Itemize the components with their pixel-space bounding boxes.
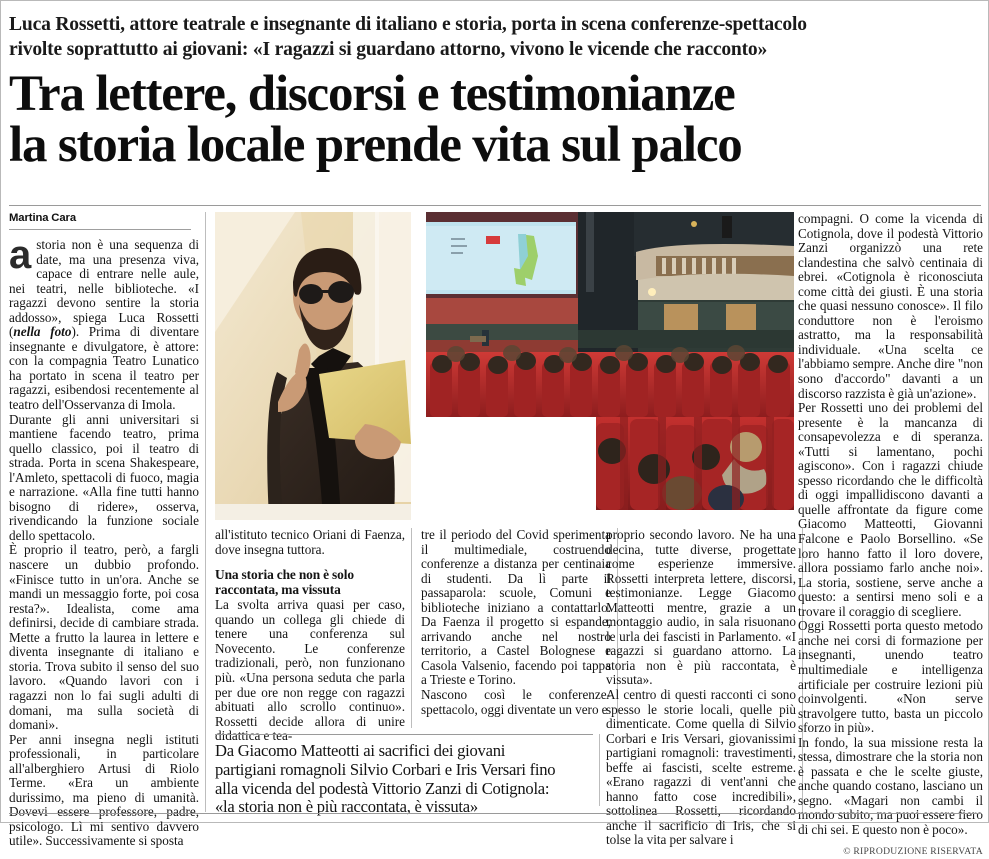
article-body xyxy=(9,7,983,857)
photo-theatre-audience xyxy=(426,212,794,417)
text-column-2 xyxy=(215,527,405,744)
pull-quote-line-1: Da Giacomo Matteotti ai sacrifici dei giovani xyxy=(215,741,506,760)
text-column-4 xyxy=(606,527,796,848)
column-divider-1 xyxy=(205,212,206,812)
portrait-illustration xyxy=(215,212,411,520)
col5-paragraph-3: Oggi Rossetti porta questo metodo anche nei corsi di formazione per insegnanti, unendo teatro multimediale e intelligenza artificiale per costruire lezioni più coinvolgenti. «Non serve stravolgere tutto, basta un piccolo sforzo in più». xyxy=(798,618,983,736)
copyright-notice: © RIPRODUZIONE RISERVATA xyxy=(843,845,983,857)
col1-paragraph-2: Durante gli anni universitari si mantiene facendo teatro, prima quello classico, poi il teatro di strada. Porta in scena Shakespeare, l'Amleto, spettacoli di fuoco, magia e narrazione. «Alla fine tutti hanno bisogno di ridere», osserva, rivendicando la funzione sociale dello spettacolo. xyxy=(9,411,199,543)
pull-quote-line-4: «la storia non è più raccontata, è vissuta» xyxy=(215,797,478,817)
col1-paragraph-4: Per anni insegna negli istituti professionali, in particolare all'alberghiero Artusi di Riolo Terme. «Era un ambiente durissimo, ma pieno di umanità. Dovevi essere professore, padre, psicologo. Lì mi sentivo davvero utile». Successivamente si sposta xyxy=(9,731,199,849)
col4-paragraph-2: Al centro di questi racconti ci sono spesso le storie locali, quelle più dimenticate. Come quella di Silvio Corbari e Iris Versari, giovanissimi partigiani romagnoli: travestimenti, beffe ai fascisti, scelte estreme. «Erano ragazzi di vent'anni che hanno fatto cose incredibili», sottolinea Rossetti, ricordando anche il sacrificio di Iris, che si tolse la vita per salvare i xyxy=(606,687,796,848)
col5-paragraph-1: compagni. O come la vicenda di Cotignola, dove il podestà Vittorio Zanzi organizzò una rete clandestina che salvò centinaia di ebrei. «Cotignola è riconosciuta come città dei giusti. È una storia che quasi nessuno conosce». Il filo conduttore non è l'eroismo astratto, ma la responsabilità individuale. «Una scelta ce l'abbiamo sempre. Anche dire "non sono d'accordo" davanti a un discorso razzista è già un'azione». xyxy=(798,211,983,401)
footer-rule xyxy=(9,813,982,814)
kicker-line-1: Luca Rossetti, attore teatrale e insegnante di italiano e storia, porta in scena conferenze-spettacolo xyxy=(9,14,807,35)
col1-paragraph-1 xyxy=(9,233,199,413)
headline-line-2: la storia locale prende vita sul palco xyxy=(9,117,742,173)
theatre-illustration-top xyxy=(426,212,794,417)
photo-theatre-audience-lower xyxy=(596,417,794,510)
kicker-line-2: rivolte soprattutto ai giovani: «I ragazzi si guardano attorno, vivono le vicende che racconto» xyxy=(9,38,768,60)
byline: Martina Cara xyxy=(9,212,191,230)
pull-quote-line-3: alla vicenda del podestà Vittorio Zanzi di Cotignola: xyxy=(215,778,550,798)
col1-p1-text: astoria non è una sequenza di date, ma una presenza viva, capace di entrare nelle aule, nei teatri, nelle biblioteche. «I ragazzi devono sentire la storia addosso», spiega Luca Rossetti ( xyxy=(9,233,199,340)
section-subheading: Una storia che non è solo raccontata, ma vissuta xyxy=(215,567,354,597)
col3-paragraph-1: tre il periodo del Covid sperimenta il multimediale, costruendo conferenze a distanza per centinaia di studenti. Da lì parte il passaparola: scuole, Comuni e biblioteche iniziano a contattarlo. Da Faenza il progetto si espande, arrivando anche nel nostro territorio, a Castel Bolognese e Casola Valsenio, facendo poi tappa a Trieste e Torino. xyxy=(421,527,611,688)
pull-quote-divider xyxy=(599,734,600,806)
col5-paragraph-2: Per Rossetti uno dei problemi del presente è la mancanza di consapevolezza e di speranza. «Tutti si lamentano, pochi agiscono». Con i ragazzi chiude spesso ricordando che le difficoltà di oggi impallidiscono davanti a quelle affrontate da figure come Giacomo Matteotti, Giovanni Falcone e Paolo Borsellino. «Se loro hanno fatto il loro dovere, allora possiamo farlo anche noi». La storia, sostiene, serve anche a questo: a sentirsi meno soli e a trovare il coraggio di scegliere. xyxy=(798,400,983,619)
text-column-5 xyxy=(798,211,983,857)
theatre-illustration-bottom xyxy=(596,417,794,510)
pull-quote-line-2: partigiani romagnoli Silvio Corbari e Iris Versari fino xyxy=(215,759,556,779)
text-column-1 xyxy=(9,212,199,849)
text-column-3 xyxy=(421,528,611,728)
photo-luca-rossetti xyxy=(215,212,411,520)
col4-paragraph-1: proprio secondo lavoro. Ne ha una decina, tutte diverse, progettate come esperienze immersive. Rossetti interpreta lettere, discorsi, testimonianze. Legge Giacomo Matteotti mentre, grazie a un montaggio audio, in sala risuonano le urla dei fascisti in Parlamento. «I ragazzi si guardano attorno. La storia non è più raccontata, è vissuta». xyxy=(606,527,796,688)
col2-paragraph-1: all'istituto tecnico Oriani di Faenza, dove insegna tuttora. xyxy=(215,527,405,557)
headline-line-1: Tra lettere, discorsi e testimonianze xyxy=(9,66,735,122)
pull-quote xyxy=(215,734,593,817)
col2-paragraph-2: La svolta arriva quasi per caso, quando un collega gli chiede di tenere una conferenza sul Novecento. Le conferenze tradizionali, però, non funzionano più. «Una persona seduta che parla per due ore non regge con ragazzi abituati allo scrollo continuo». Rossetti decide allora di unire didattica e tea- xyxy=(215,597,405,744)
col3-paragraph-2: Nascono così le conferenze-spettacolo, oggi diventate un vero e xyxy=(421,687,611,717)
col1-p1-italic: nella foto xyxy=(13,324,72,340)
col5-paragraph-4: In fondo, la sua missione resta la stessa, dimostrare che la storia non è passata e che le scelte giuste, anche quando costano, lasciano un segno. «Magari non cambi il mondo subito, ma puoi essere fiero di chi sei. E questo non è poco». xyxy=(798,734,983,837)
col1-paragraph-3: È proprio il teatro, però, a fargli nascere un dubbio profondo. «Finisce tutto in un'ora. Anche se mandi un messaggio forte, poi cosa resta?». Idealista, come ama definirsi, decide di cambiare strada. Mette a frutto la laurea in lettere e diventa insegnante di italiano e storia. Trova subito il senso del suo lavoro. «Quando lavori con i ragazzi non lo fai sugli adulti di domani, ma sulla società di domani». xyxy=(9,542,199,733)
col1-p1-end: ). Prima di diventare insegnante e divulgatore, è attore: con la compagnia Teatro Lunatico ha portato in scena il teatro per ragazzi, esibendosi recentemente al teatro dell'Osservanza di Imola. xyxy=(9,324,199,413)
page-inner xyxy=(9,7,983,857)
column-divider-2 xyxy=(411,528,412,728)
